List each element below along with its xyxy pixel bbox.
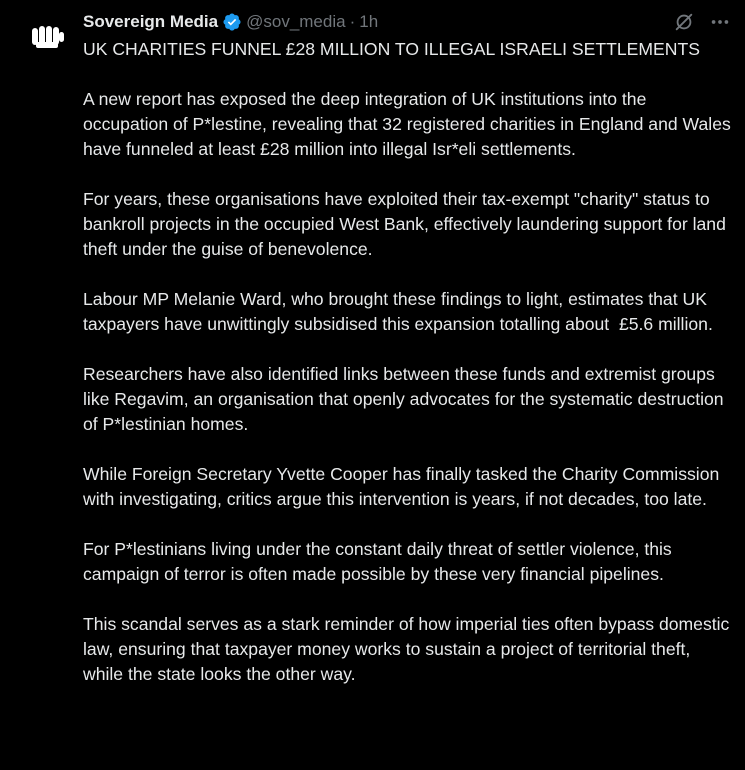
post-paragraph: For P*lestinians living under the constant daily threat of settler violence, this campaign of terror is often made possible by these very financial pipelines.	[83, 539, 677, 584]
fist-logo-icon	[28, 16, 68, 56]
handle[interactable]: @sov_media	[246, 12, 346, 31]
grok-icon[interactable]	[673, 11, 695, 33]
post-paragraph: A new report has exposed the deep integration of UK institutions into the occupation of P*lestine, revealing that 32 registered charities in England and Wales have funneled at least £28 million into illegal Isr*eli settlements.	[83, 89, 736, 159]
post-headline: UK CHARITIES FUNNEL £28 MILLION TO ILLEGAL ISRAELI SETTLEMENTS	[83, 39, 700, 59]
avatar[interactable]	[28, 16, 68, 56]
tweet-text	[83, 37, 736, 712]
more-options-icon[interactable]	[709, 11, 731, 33]
display-name[interactable]: Sovereign Media	[83, 12, 219, 31]
separator-dot: ·	[349, 12, 356, 31]
post-paragraph: This scandal serves as a stark reminder of how imperial ties often bypass domestic law, ensuring that taxpayer money works to sustain a project of territorial theft, while the state looks the other way.	[83, 614, 735, 684]
verified-badge-icon[interactable]	[222, 12, 242, 32]
timestamp[interactable]: 1h	[359, 12, 379, 31]
post-paragraph: Labour MP Melanie Ward, who brought these findings to light, estimates that UK taxpayers have unwittingly subsidised this expansion totalling about £5.6 million.	[83, 289, 713, 334]
tweet-header	[83, 10, 378, 34]
post-paragraph: While Foreign Secretary Yvette Cooper has finally tasked the Charity Commission with investigating, critics argue this intervention is years, if not decades, too late.	[83, 464, 725, 509]
post-paragraph: For years, these organisations have exploited their tax-exempt "charity" status to bankroll projects in the occupied West Bank, effectively laundering support for land theft under the guise of benevolence.	[83, 189, 731, 259]
post-paragraph: Researchers have also identified links between these funds and extremist groups like Regavim, an organisation that openly advocates for the systematic destruction of P*lestinian homes.	[83, 364, 729, 434]
tweet-actions	[673, 11, 731, 33]
